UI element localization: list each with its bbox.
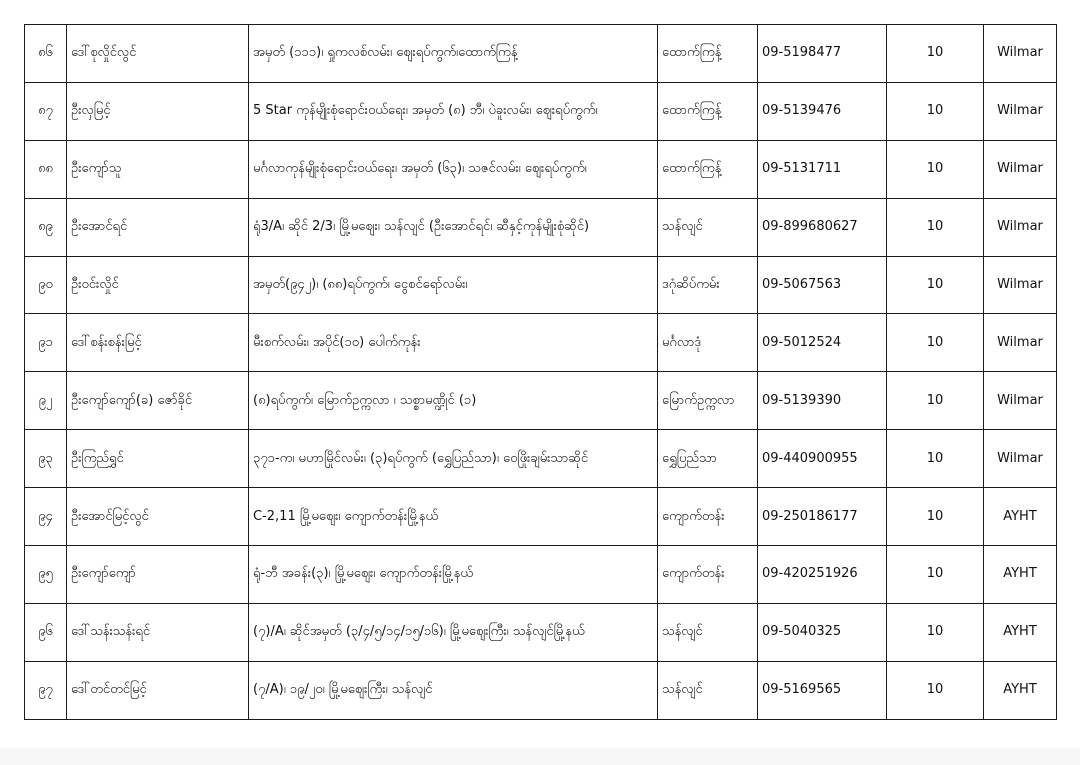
township: ဒဂုံဆိပ်ကမ်း [658,256,758,314]
quantity: 10 [887,198,984,256]
row-number: ၈၉ [25,198,67,256]
phone-number: 09-5139476 [758,82,887,140]
township: ထောက်ကြန့် [658,25,758,83]
table-row [25,140,1057,198]
customer-address: ၃၇၁-က၊ မဟာမြိုင်လမ်း၊ (၃)ရပ်ကွက် (ရွှေပြည်သာ)၊ ဝေဖြိုးချမ်းသာဆိုင် [249,430,658,488]
quantity: 10 [887,372,984,430]
table-row [25,661,1057,719]
customer-name: ဦးလှမြင့် [67,82,249,140]
brand: Wilmar [984,430,1057,488]
brand: AYHT [984,546,1057,604]
customer-address: မီးစက်လမ်း၊ အပိုင်(၁၀) ပေါက်ကုန်း [249,314,658,372]
quantity: 10 [887,546,984,604]
quantity: 10 [887,488,984,546]
township: ကျောက်တန်း [658,488,758,546]
document-page [24,24,1056,719]
table-row [25,25,1057,83]
quantity: 10 [887,314,984,372]
phone-number: 09-5139390 [758,372,887,430]
table-row [25,314,1057,372]
customer-name: ဦးကျော်ကျော် [67,546,249,604]
phone-number: 09-5131711 [758,140,887,198]
township: သန်လျင် [658,198,758,256]
table-row [25,372,1057,430]
brand: Wilmar [984,256,1057,314]
customer-address: အမှတ် (၁၁၁)၊ ရှုကလစ်လမ်း၊ ဈေးရပ်ကွက်၊ထောက်ကြန့် [249,25,658,83]
customer-name: ဒေါ်စန်းစန်းမြင့် [67,314,249,372]
table-row [25,198,1057,256]
township: မြောက်ဥက္ကလာ [658,372,758,430]
customer-address: (၇)/A၊ ဆိုင်အမှတ် (၃/၄/၅/၁၄/၁၅/၁၆)၊ မြို့မဈေးကြီး၊ သန်လျင်မြို့နယ် [249,603,658,661]
quantity: 10 [887,82,984,140]
customer-address: ရုံ-ဘီ အခန်း(၃)၊ မြို့မဈေး၊ ကျောက်တန်းမြို့နယ် [249,546,658,604]
phone-number: 09-440900955 [758,430,887,488]
row-number: ၉၀ [25,256,67,314]
customer-name: ဦးကျော်သူ [67,140,249,198]
quantity: 10 [887,661,984,719]
phone-number: 09-5012524 [758,314,887,372]
row-number: ၉၆ [25,603,67,661]
customer-name: ဦးအောင်ရင် [67,198,249,256]
phone-number: 09-5198477 [758,25,887,83]
township: ထောက်ကြန့် [658,140,758,198]
customer-name: ဒေါ်တင်တင်မြင့် [67,661,249,719]
page-bottom-margin [0,748,1080,765]
quantity: 10 [887,256,984,314]
customer-name: ဒေါ်စုလှိုင်လွင် [67,25,249,83]
township: သန်လျင် [658,603,758,661]
quantity: 10 [887,603,984,661]
brand: Wilmar [984,25,1057,83]
customer-address: မင်္ဂလာကုန်မျိုးစုံရောင်းဝယ်ရေး၊ အမှတ် (၆၃)၊ သဇင်လမ်း၊ ဈေးရပ်ကွက်၊ [249,140,658,198]
customer-address: 5 Star ကုန်မျိုးစုံရောင်းဝယ်ရေး၊ အမှတ် (၈) ဘီ၊ ပဲခူးလမ်း၊ ဈေးရပ်ကွက်၊ [249,82,658,140]
phone-number: 09-5067563 [758,256,887,314]
row-number: ၉၁ [25,314,67,372]
quantity: 10 [887,140,984,198]
row-number: ၈၇ [25,82,67,140]
brand: Wilmar [984,372,1057,430]
quantity: 10 [887,430,984,488]
brand: AYHT [984,603,1057,661]
township: မင်္ဂလာဒုံ [658,314,758,372]
table-row [25,488,1057,546]
table-row [25,256,1057,314]
table-row [25,603,1057,661]
row-number: ၉၃ [25,430,67,488]
customer-name: ဦးကျော်ကျော်(ခ) ဇော်ခိုင် [67,372,249,430]
brand: Wilmar [984,82,1057,140]
brand: AYHT [984,661,1057,719]
row-number: ၉၄ [25,488,67,546]
table-row [25,430,1057,488]
phone-number: 09-899680627 [758,198,887,256]
row-number: ၈၆ [25,25,67,83]
phone-number: 09-250186177 [758,488,887,546]
table-row [25,82,1057,140]
brand: Wilmar [984,140,1057,198]
customer-name: ဦးအောင်မြင့်လွင် [67,488,249,546]
township: သန်လျင် [658,661,758,719]
phone-number: 09-5169565 [758,661,887,719]
township: ကျောက်တန်း [658,546,758,604]
distributor-table [24,24,1057,720]
customer-name: ဦးဝင်းလှိုင် [67,256,249,314]
row-number: ၉၅ [25,546,67,604]
customer-address: (၇/A)၊ ၁၉/၂၀၊ မြို့မဈေးကြီး၊ သန်လျင် [249,661,658,719]
quantity: 10 [887,25,984,83]
table-body [25,25,1057,720]
township: ရွှေပြည်သာ [658,430,758,488]
table-row [25,546,1057,604]
row-number: ၈၈ [25,140,67,198]
customer-address: အမှတ်(၉၄၂)၊ (၈၈)ရပ်ကွက်၊ ငွေစင်ရော်လမ်း၊ [249,256,658,314]
brand: AYHT [984,488,1057,546]
phone-number: 09-5040325 [758,603,887,661]
row-number: ၉၇ [25,661,67,719]
brand: Wilmar [984,198,1057,256]
phone-number: 09-420251926 [758,546,887,604]
customer-address: (၈)ရပ်ကွက်၊ မြောက်ဥက္ကလာ ၊ သစ္စာမဏ္ဍိုင် (၁) [249,372,658,430]
customer-name: ဦးကြည်ရွှင် [67,430,249,488]
row-number: ၉၂ [25,372,67,430]
customer-address: C-2,11 မြို့မဈေး၊ ကျောက်တန်းမြို့နယ် [249,488,658,546]
customer-name: ဒေါ်သန်းသန်းရင် [67,603,249,661]
customer-address: ရုံ3/A၊ ဆိုင် 2/3၊ မြို့မဈေး၊ သန်လျင် (ဦးအောင်ရင်၊ ဆီနှင့်ကုန်မျိုးစုံဆိုင်) [249,198,658,256]
brand: Wilmar [984,314,1057,372]
township: ထောက်ကြန့် [658,82,758,140]
